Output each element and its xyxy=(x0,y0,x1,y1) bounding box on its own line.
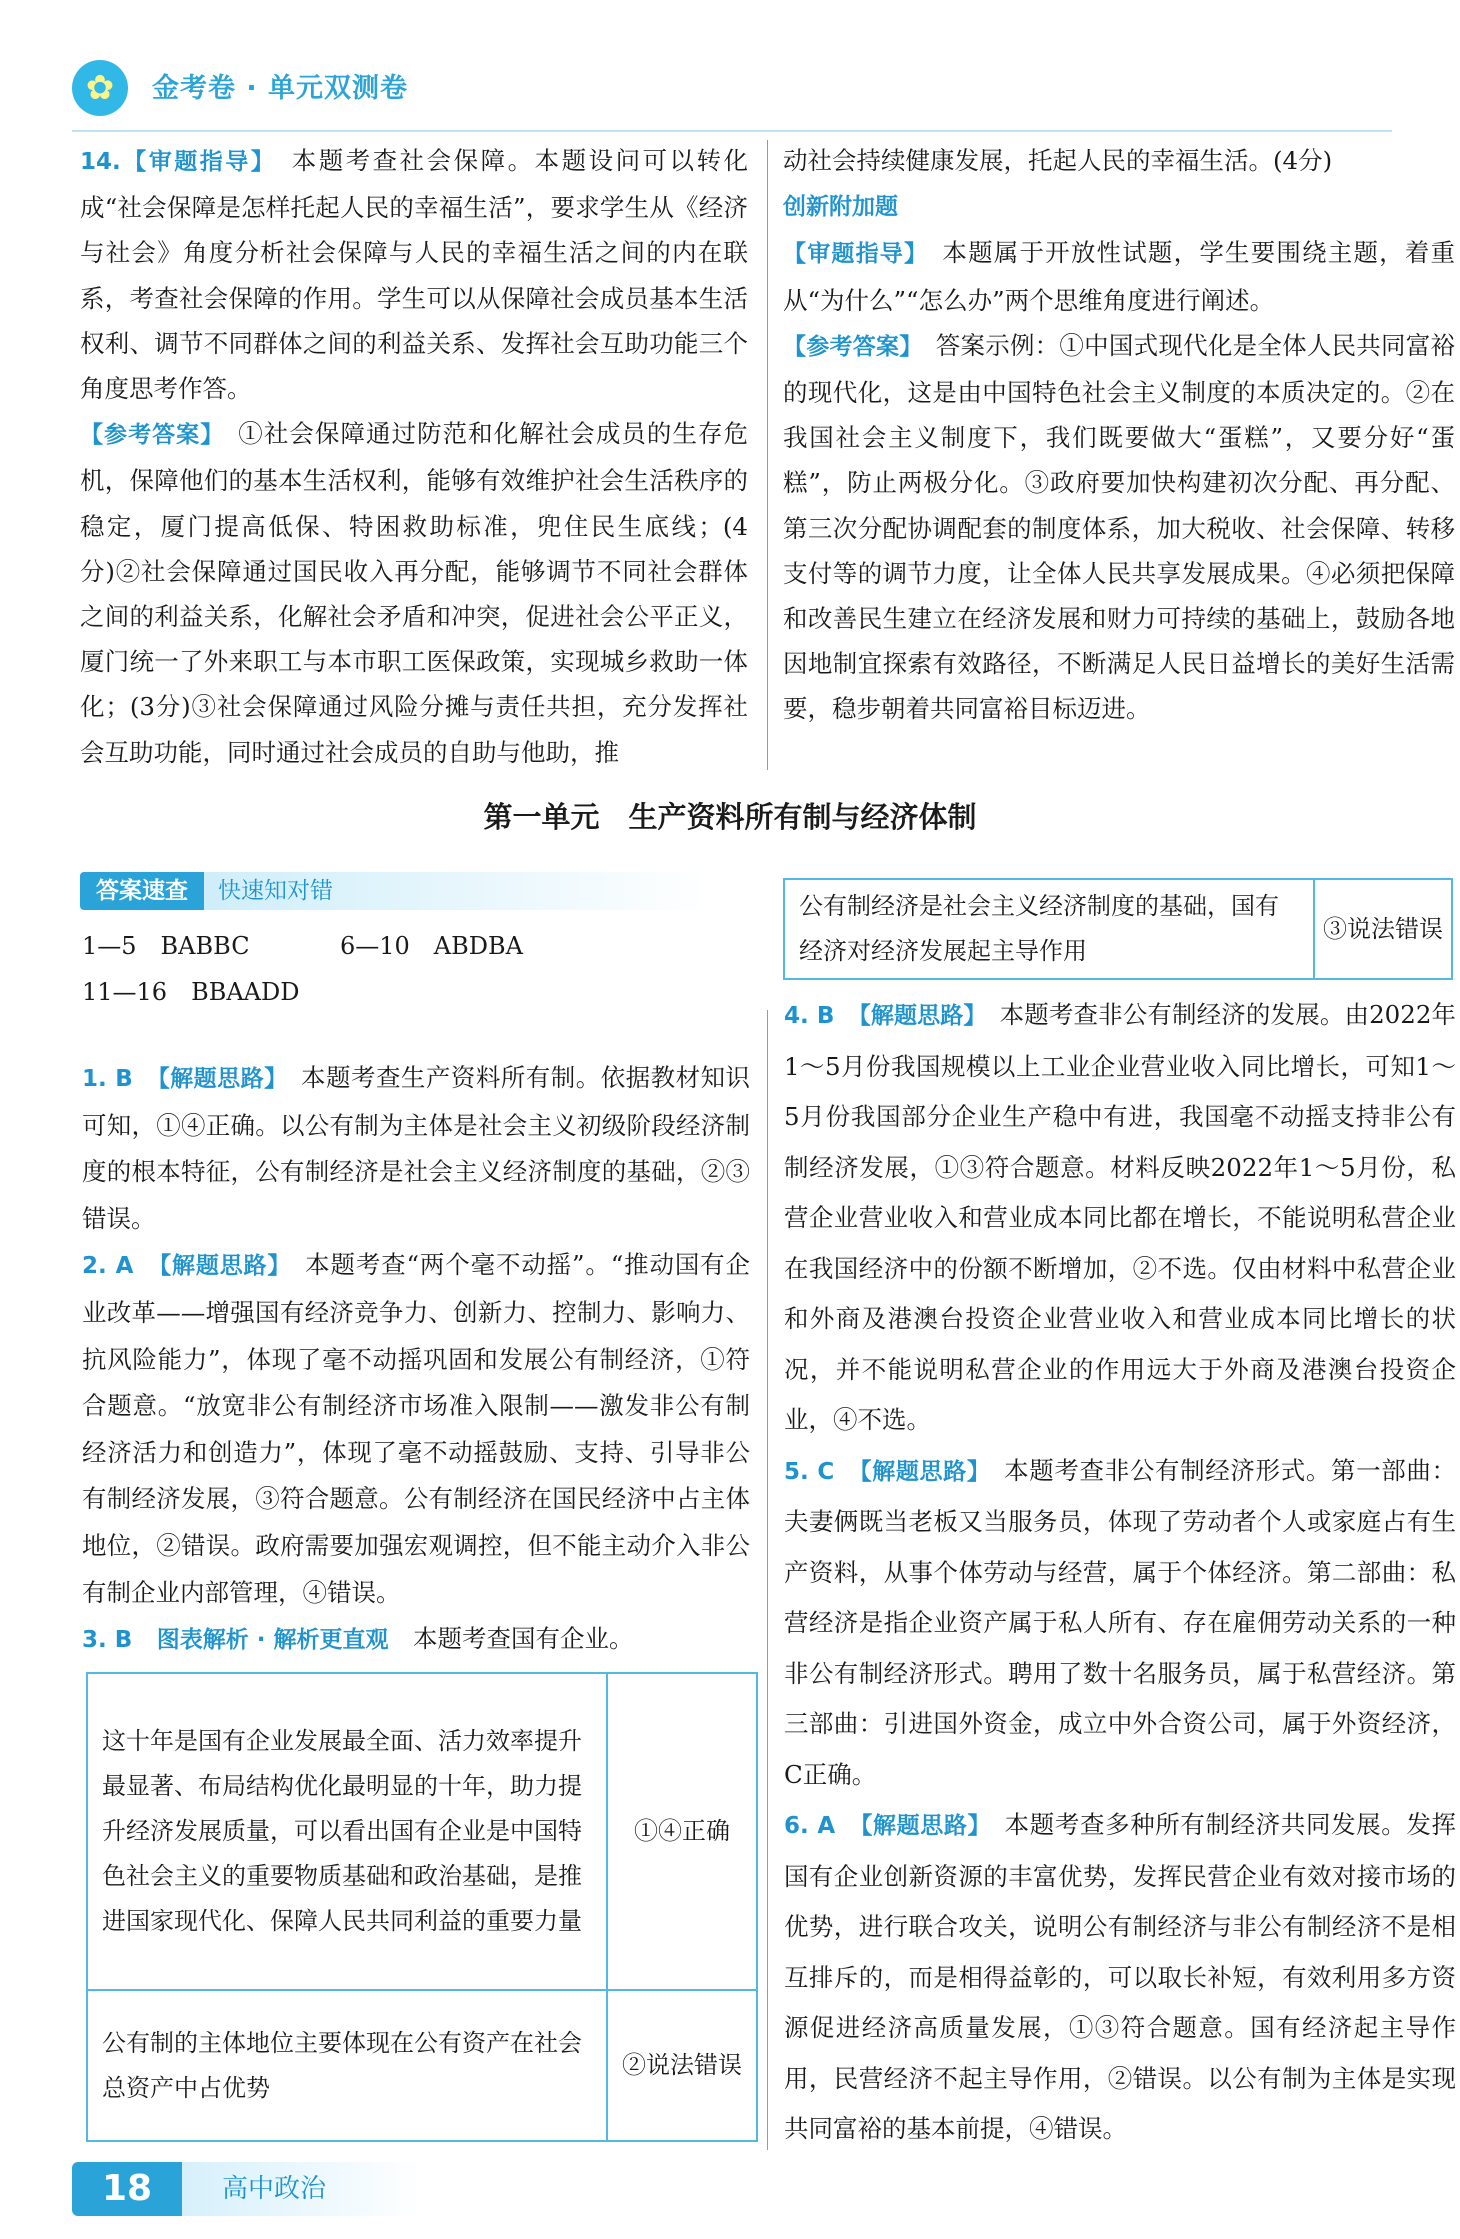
q5-text: 本题考查非公有制经济形式。第一部曲：夫妻俩既当老板又当服务员，体现了劳动者个人或家庭占有生产资料，从事个体劳动与经营，属于个体经济。第二部曲：私营经济是指企业资产属于私人所有、存在雇佣劳动关系的一种非公有制经济形式。聘用了数十名服务员，属于私营经济。第三部曲：引进国外资金，成立中外合资公司，属于外资经济，C正确。 xyxy=(784,1455,1457,1789)
q6-text: 本题考查多种所有制经济共同发展。发挥国有企业创新资源的丰富优势，发挥民营企业有效对接市场的优势，进行联合攻关，说明公有制经济与非公有制经济不是相互排斥的，而是相得益彰的，可以取长补短，有效利用多方资源促进经济高质量发展，①③符合题意。国有经济起主导作用，民营经济不起主导作用，②错误。以公有制为主体是实现共同富裕的基本前提，④错误。 xyxy=(784,1810,1457,2143)
q5-number: 5. C xyxy=(784,1458,835,1485)
table-cell: ①④正确 xyxy=(607,1673,757,1990)
q14-answer: ①社会保障通过防范和化解社会成员的生存危机，保障他们的基本生活权利，能够有效维护社会生活秩序的稳定，厦门提高低保、特困救助标准，兜住民生底线；(4分)②社会保障通过国民收入再分配，能够调节不同社会群体之间的利益关系，化解社会矛盾和冲突，促进社会公平正义，厦门统一了外来职工与本市职工医保政策，实现城乡救助一体化；(3分)③社会保障通过风险分摊与责任共担，充分发挥社会互助功能，同时通过社会成员的自助与他助，推 xyxy=(80,419,749,767)
quick-answers-sub: 快速知对错 xyxy=(204,872,712,910)
header-title: 金考卷 · 单元双测卷 xyxy=(152,73,409,104)
q1-q3-block xyxy=(82,1055,750,1664)
table-cell: 公有制的主体地位主要体现在公有资产在社会总资产中占优势 xyxy=(87,1990,607,2141)
column-divider-top xyxy=(767,140,768,770)
q14-guide: 本题考查社会保障。本题设问可以转化成“社会保障是怎样托起人民的幸福生活”，要求学生从《经济与社会》角度分析社会保障与人民的幸福生活之间的内在联系，考查社会保障的作用。学生可以从保障社会成员基本生活权利、调节不同群体之间的利益关系、发挥社会互助功能三个角度思考作答。 xyxy=(80,146,749,404)
q6-tag: 【 解题思路 】 xyxy=(861,1813,980,1839)
q5-tag: 【 解题思路 】 xyxy=(860,1459,979,1485)
q2-text: 本题考查“两个毫不动摇”。“推动国有企业改革——增强国有经济竞争力、创新力、控制力、影响力、抗风险能力”，体现了毫不动摇巩固和发展公有制经济，①符合题意。“放宽非公有制经济市场准入限制——激发非公有制经济活力和创造力”，体现了毫不动摇鼓励、支持、引导非公有制经济发展，③符合题意。公有制经济在国民经济中占主体地位，②错误。政府需要加强宏观调控，但不能主动介入非公有制企业内部管理，④错误。 xyxy=(82,1250,751,1607)
q2-number: 2. A xyxy=(82,1253,134,1280)
q3-analysis-table-1 xyxy=(86,1672,758,2142)
q2-tag: 【 解题思路 】 xyxy=(160,1253,280,1279)
q14-guide-tag: 【 审题指导 】 xyxy=(121,149,265,175)
brand-logo xyxy=(72,60,128,116)
q14-block xyxy=(80,138,748,775)
table-cell: ②说法错误 xyxy=(607,1990,757,2141)
q3-text: 本题考查国有企业。 xyxy=(413,1624,634,1654)
table-cell: 这十年是国有企业发展最全面、活力效率提升最显著、布局结构优化最明显的十年，助力提升经济发展质量，可以看出国有企业是中国特色社会主义的重要物质基础和政治基础，是推进国家现代化、保障人民共同利益的重要力量 xyxy=(87,1673,607,1990)
table-row xyxy=(784,879,1452,979)
table-row xyxy=(87,1673,757,1990)
q1-tag: 【 解题思路 】 xyxy=(158,1066,276,1092)
answers-1-5: 1—5 BABBC xyxy=(82,932,250,960)
star-icon: ✿ xyxy=(85,68,115,108)
q1-text: 本题考查生产资料所有制。依据教材知识可知，①④正确。以公有制为主体是社会主义初级阶段经济制度的根本特征，公有制经济是社会主义经济制度的基础，②③错误。 xyxy=(82,1063,751,1233)
q4-tag: 【 解题思路 】 xyxy=(859,1003,975,1029)
answer-row-1 xyxy=(82,930,523,962)
q1-number: 1. B xyxy=(82,1066,133,1092)
bonus-block xyxy=(783,138,1455,732)
table-cell: ③说法错误 xyxy=(1314,879,1452,979)
unit-title: 第一单元 生产资料所有制与经济体制 xyxy=(483,800,977,834)
q14-number: 14. xyxy=(80,149,121,175)
bonus-guide: 本题属于开放性试题，学生要围绕主题，着重从“为什么”“怎么办”两个思维角度进行阐述。 xyxy=(783,238,1456,315)
q4-text: 本题考查非公有制经济的发展。由2022年1～5月份我国规模以上工业企业营业收入同比增长，可知1～5月份我国部分企业生产稳中有进，我国毫不动摇支持非公有制经济发展，①③符合题意。材料反映2022年1～5月份，私营企业营业收入和营业成本同比都在增长，不能说明私营企业在我国经济中的份额不断增加，②不选。仅由材料中私营企业和外商及港澳台投资企业营业收入和营业成本同比增长的状况，并不能说明私营企业的作用远大于外商及港澳台投资企业，④不选。 xyxy=(784,1000,1457,1434)
q3-number: 3. B xyxy=(82,1627,133,1654)
table-cell: 公有制经济是社会主义经济制度的基础，国有经济对经济发展起主导作用 xyxy=(784,879,1314,979)
q4-q6-block xyxy=(784,990,1456,2155)
bonus-answer: 答案示例：①中国式现代化是全体人民共同富裕的现代化，这是由中国特色社会主义制度的本质决定的。②在我国社会主义制度下，我们既要做大“蛋糕”，又要分好“蛋糕”，防止两极分化。③政府要加快构建初次分配、再分配、第三次分配协调配套的制度体系，加大税收、社会保障、转移支付等的调节力度，让全体人民共享发展成果。④必须把保障和改善民生建立在经济发展和财力可持续的基础上，鼓励各地因地制宜探索有效路径，不断满足人民日益增长的美好生活需要，稳步朝着共同富裕目标迈进。 xyxy=(783,330,1456,724)
q4-number: 4. B xyxy=(784,1003,835,1029)
answers-11-16: 11—16 BBAADD xyxy=(82,978,300,1006)
answer-row-2 xyxy=(82,976,300,1008)
bonus-guide-tag: 【 审题指导 】 xyxy=(783,241,917,267)
quick-answers-banner xyxy=(80,872,712,910)
q14-answer-continued: 动社会持续健康发展，托起人民的幸福生活。(4分) xyxy=(783,146,1333,175)
footer-subject: 高中政治 xyxy=(182,2162,422,2216)
q3-analysis-table-2 xyxy=(783,878,1453,980)
bonus-answer-tag: 【 参考答案 】 xyxy=(783,334,911,360)
quick-answers-label: 答案速查 xyxy=(80,872,204,910)
q14-answer-tag: 【 参考答案 】 xyxy=(80,422,213,448)
column-divider-bottom xyxy=(767,1010,768,2150)
bonus-title: 创新附加题 xyxy=(783,194,898,221)
answers-6-10: 6—10 ABDBA xyxy=(340,932,523,960)
q6-number: 6. A xyxy=(784,1813,836,1839)
table-row xyxy=(87,1990,757,2141)
page-number: 18 xyxy=(72,2162,182,2216)
q3-tag: 图表解析 · 解析更直观 xyxy=(156,1627,389,1654)
header-rule xyxy=(72,130,1392,132)
